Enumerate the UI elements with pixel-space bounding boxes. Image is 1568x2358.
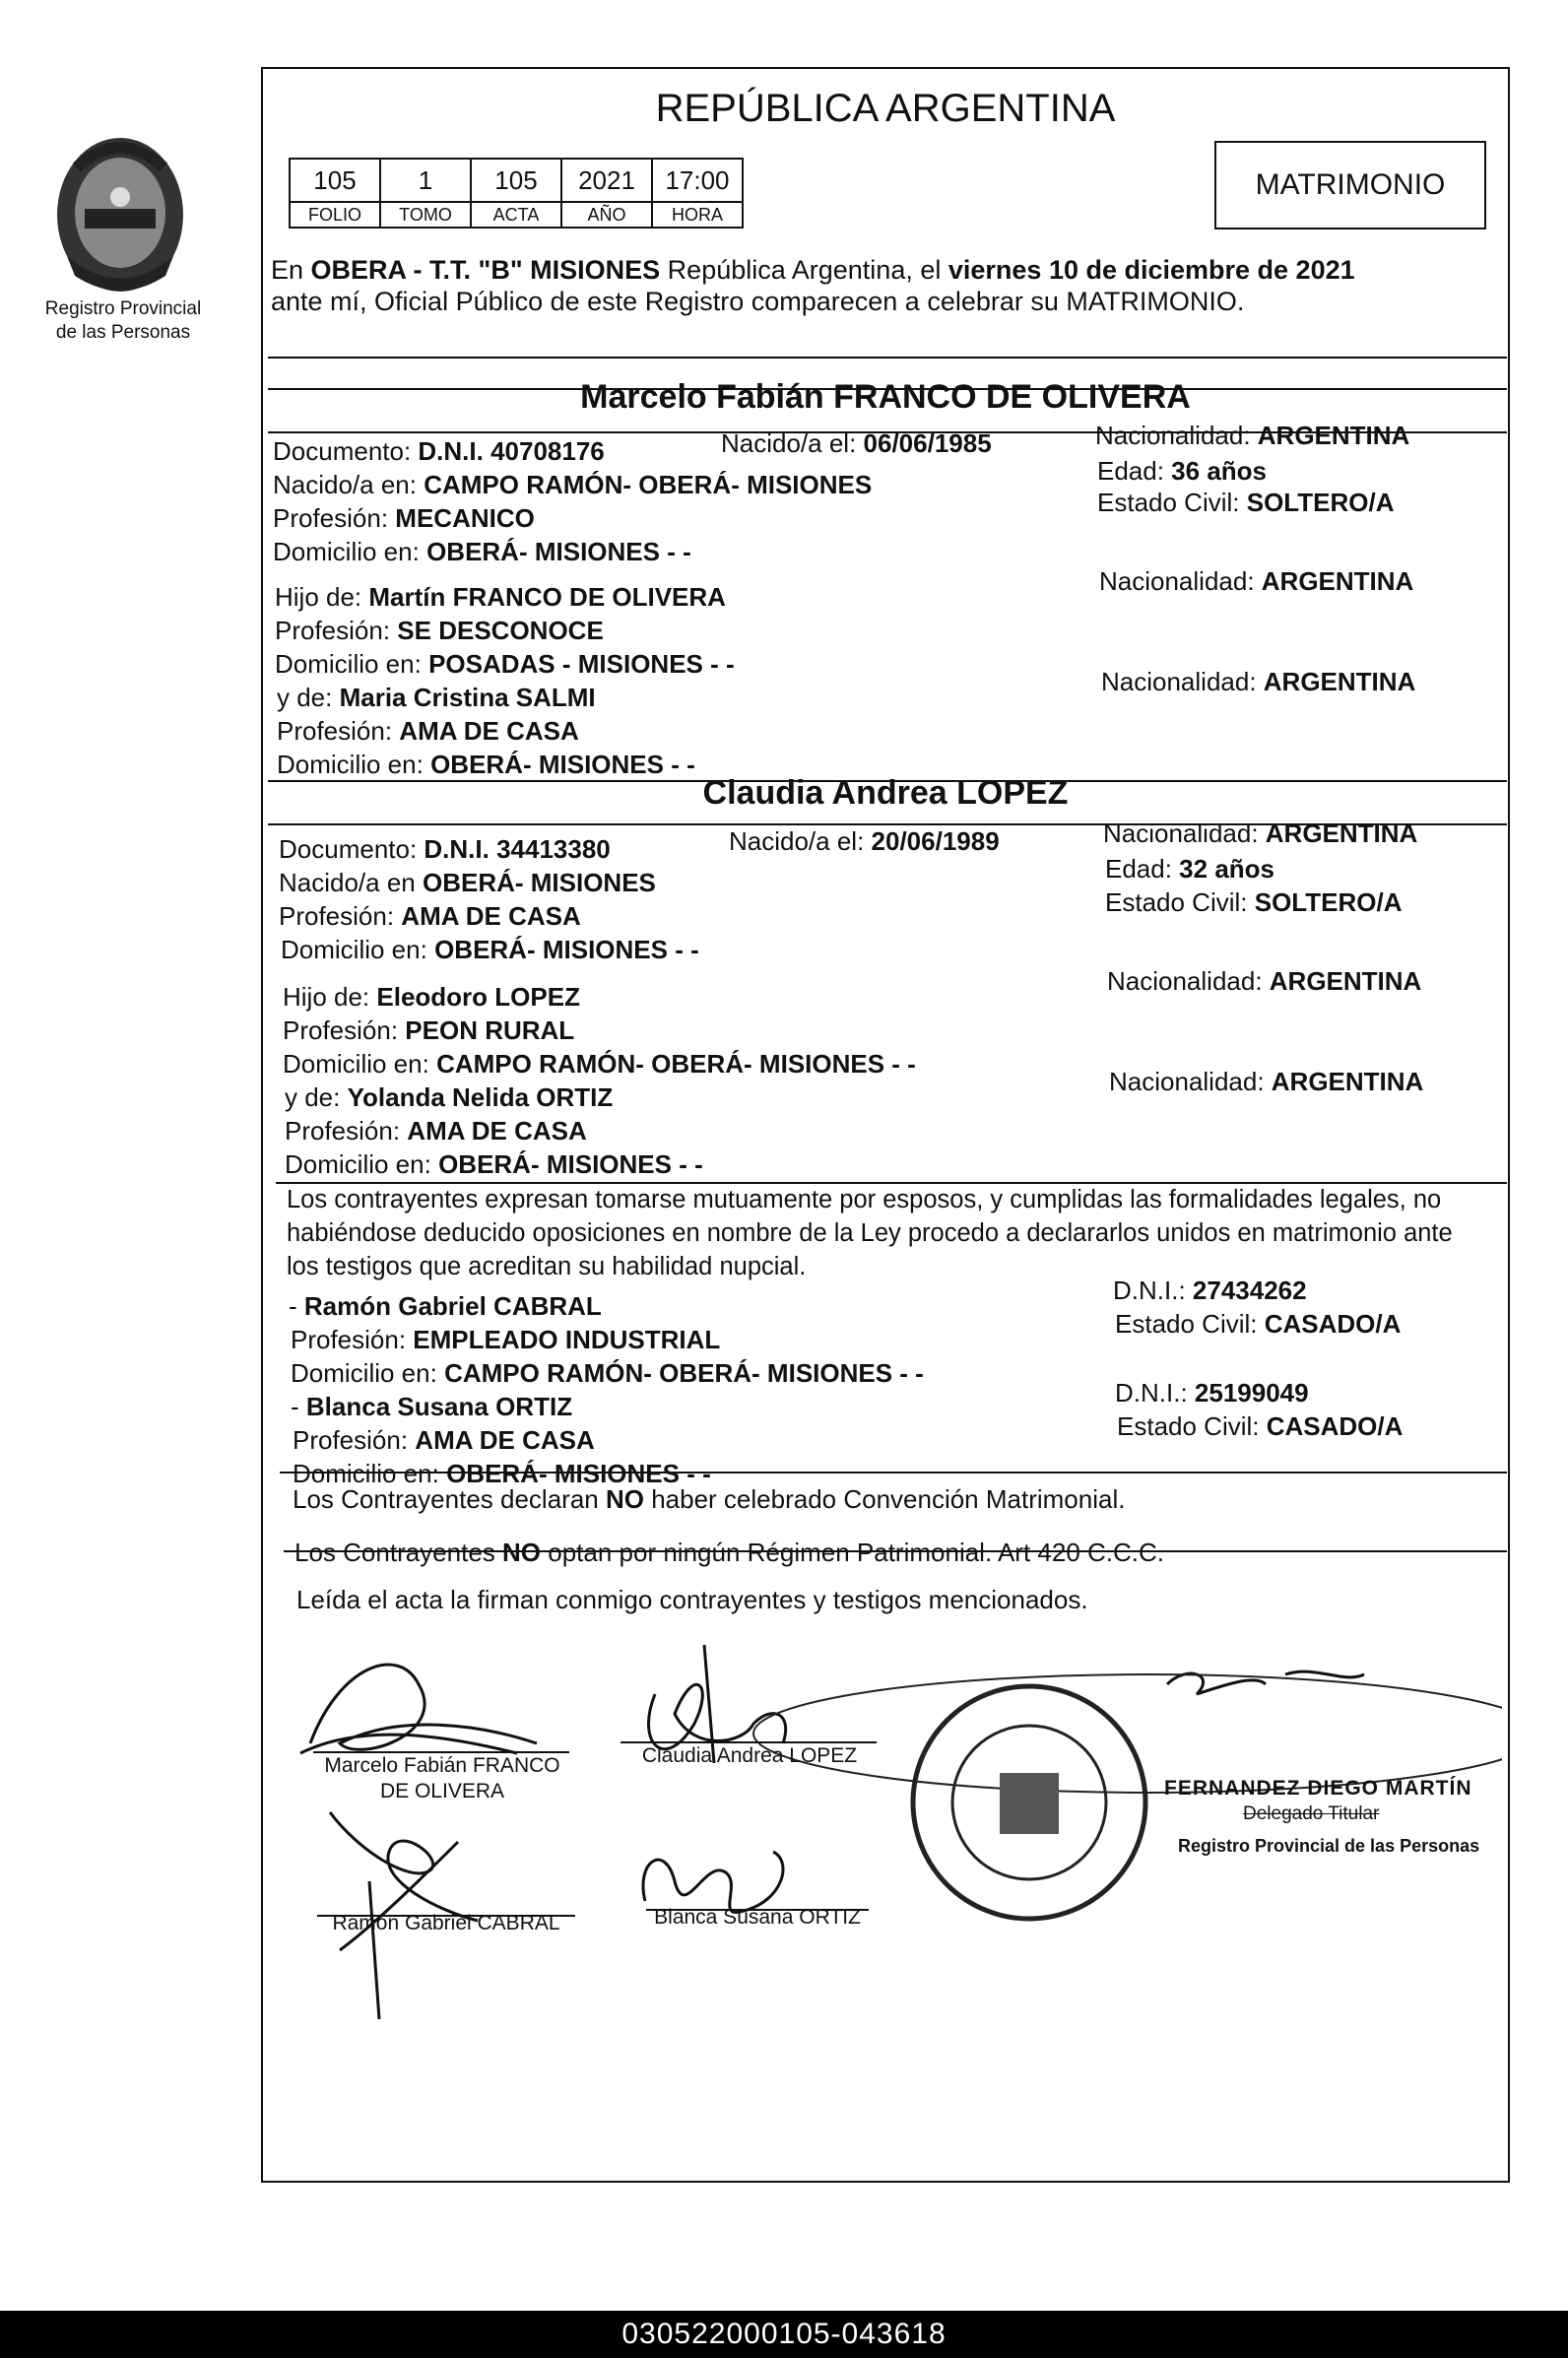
- label: Nacionalidad:: [1107, 966, 1270, 996]
- declaration-line-2: habiéndose deducido oposiciones en nombre de la Ley procedo a declararlos unidos en matrimonio ante: [287, 1219, 1453, 1247]
- value: CAMPO RAMÓN- OBERÁ- MISIONES - -: [436, 1049, 916, 1079]
- value: ARGENTINA: [1261, 566, 1414, 596]
- act-type-box: MATRIMONIO: [1214, 141, 1486, 229]
- divider: [268, 357, 1507, 359]
- groom-father-nacionalidad: [1099, 565, 1413, 597]
- value: CAMPO RAMÓN- OBERÁ- MISIONES - -: [444, 1358, 924, 1388]
- groom-father-domicilio: [275, 648, 735, 680]
- value: Eleodoro LOPEZ: [376, 982, 580, 1012]
- label: Edad:: [1105, 854, 1180, 884]
- document-code-bar: 030522000105-043618: [0, 2311, 1568, 2358]
- bride-father: [283, 981, 580, 1013]
- intro-text: En: [271, 255, 311, 285]
- label: Documento:: [279, 834, 425, 864]
- label: Domicilio en:: [285, 1149, 439, 1179]
- intro-line-1: [271, 254, 1355, 286]
- value: OBERÁ- MISIONES - -: [426, 537, 691, 566]
- witness-2-signature-label: Blanca Susana ORTIZ: [654, 1906, 861, 1929]
- bride-signature-label: Claudia Andrea LOPEZ: [641, 1744, 858, 1767]
- label: Domicilio en:: [281, 935, 435, 964]
- value: OBERÁ- MISIONES - -: [430, 750, 695, 779]
- bride-nacionalidad: [1103, 818, 1417, 849]
- groom-mother: [277, 682, 596, 713]
- divider: [280, 1472, 1507, 1474]
- witness-2-name: [291, 1391, 572, 1422]
- label: Estado Civil:: [1115, 1309, 1265, 1339]
- groom-profesion: [273, 502, 535, 534]
- label: Estado Civil:: [1097, 488, 1247, 517]
- label: Profesión:: [283, 1015, 406, 1045]
- hora-value: 17:00: [652, 159, 743, 202]
- label: Nacionalidad:: [1101, 667, 1264, 696]
- label: Nacionalidad:: [1103, 819, 1266, 848]
- witness-1-profesion: [291, 1324, 720, 1355]
- bride-profesion: [279, 900, 581, 932]
- provincia-de-misiones-seal-logo: [37, 128, 203, 300]
- witness-1-domicilio: [291, 1357, 924, 1389]
- groom-mother-profesion: [277, 715, 579, 747]
- officer-title: Delegado Titular: [1243, 1803, 1380, 1824]
- sig-text: DE OLIVERA: [379, 1780, 505, 1802]
- value: ARGENTINA: [1263, 667, 1416, 696]
- witness-1-estado-civil: [1115, 1308, 1401, 1340]
- groom-nacido-el: [721, 427, 992, 459]
- hora-label: HORA: [652, 202, 743, 228]
- groom-estado-civil: [1097, 487, 1394, 518]
- value: 32 años: [1179, 854, 1274, 884]
- bride-mother-domicilio: [285, 1148, 703, 1180]
- groom-name: Marcelo Fabián FRANCO DE OLIVERA: [580, 378, 1191, 416]
- logo-caption-line: de las Personas: [55, 322, 191, 343]
- groom-signature-label: [313, 1753, 571, 1804]
- label: Domicilio en:: [273, 537, 427, 566]
- groom-documento: [273, 435, 605, 467]
- prefix: -: [289, 1291, 304, 1321]
- label: Estado Civil:: [1105, 887, 1255, 917]
- witness-1-signature-label: Ramón Gabriel CABRAL: [332, 1912, 560, 1934]
- label: Profesión:: [291, 1325, 414, 1354]
- value: ARGENTINA: [1257, 421, 1410, 450]
- value: CASADO/A: [1266, 1411, 1404, 1441]
- convention-line-2: [294, 1537, 1164, 1568]
- label: Domicilio en:: [291, 1358, 445, 1388]
- acta-value: 105: [471, 159, 561, 202]
- groom-mother-nacionalidad: [1101, 666, 1415, 697]
- acta-label: ACTA: [471, 202, 561, 228]
- declaration-line-1: Los contrayentes expresan tomarse mutuamente por esposos, y cumplidas las formalidades legales, no: [287, 1186, 1442, 1213]
- bride-nacido-en: [279, 867, 656, 898]
- label: Hijo de:: [283, 982, 377, 1012]
- logo-caption: [20, 297, 227, 345]
- value: D.N.I. 34413380: [424, 834, 611, 864]
- value: AMA DE CASA: [401, 901, 581, 931]
- value: ARGENTINA: [1265, 819, 1418, 848]
- intro-place: OBERA - T.T. "B" MISIONES: [310, 255, 661, 285]
- anio-value: 2021: [561, 159, 652, 202]
- bride-father-domicilio: [283, 1048, 916, 1080]
- label: Estado Civil:: [1117, 1411, 1267, 1441]
- folio-value: 105: [290, 159, 380, 202]
- tomo-label: TOMO: [380, 202, 471, 228]
- officer-org: Registro Provincial de las Personas: [1178, 1836, 1480, 1856]
- value: Yolanda Nelida ORTIZ: [347, 1082, 614, 1112]
- value: ARGENTINA: [1271, 1067, 1424, 1096]
- value: EMPLEADO INDUSTRIAL: [413, 1325, 721, 1354]
- groom-father-profesion: [275, 615, 604, 646]
- groom-father: [275, 581, 726, 613]
- value: CASADO/A: [1264, 1309, 1402, 1339]
- value: AMA DE CASA: [407, 1116, 587, 1146]
- label: Domicilio en:: [275, 649, 429, 679]
- witness-2-estado-civil: [1117, 1410, 1403, 1442]
- text: Los Contrayentes: [294, 1538, 503, 1567]
- bride-mother-profesion: [285, 1115, 587, 1146]
- groom-domicilio: [273, 536, 691, 567]
- bride-domicilio: [281, 934, 699, 965]
- text: haber celebrado Convención Matrimonial.: [643, 1484, 1126, 1514]
- groom-nacido-en: [273, 469, 872, 500]
- label: Domicilio en:: [277, 750, 431, 779]
- label: Edad:: [1097, 456, 1172, 486]
- convention-line-1: [293, 1483, 1125, 1515]
- value: Blanca Susana ORTIZ: [305, 1392, 573, 1421]
- value: PEON RURAL: [405, 1015, 575, 1045]
- value: Ramón Gabriel CABRAL: [303, 1291, 602, 1321]
- label: Nacido/a en:: [273, 470, 425, 499]
- groom-edad: [1097, 455, 1267, 487]
- value: Maria Cristina SALMI: [339, 683, 596, 712]
- value: AMA DE CASA: [399, 716, 579, 746]
- label: Hijo de:: [275, 582, 369, 612]
- tomo-value: 1: [380, 159, 471, 202]
- value: AMA DE CASA: [415, 1425, 595, 1455]
- label: y de:: [277, 683, 340, 712]
- logo-caption-line: Registro Provincial: [44, 298, 202, 319]
- witness-1-name: [289, 1290, 602, 1322]
- text: optan por ningún Régimen Patrimonial. Art 420 C.C.C.: [541, 1538, 1165, 1567]
- witness-2-profesion: [293, 1424, 595, 1456]
- intro-line-2: ante mí, Oficial Público de este Registro comparecen a celebrar su MATRIMONIO.: [271, 287, 1245, 316]
- value: 20/06/1989: [871, 826, 1000, 856]
- witness-1-dni: [1113, 1275, 1307, 1306]
- bride-mother: [285, 1081, 613, 1113]
- value: OBERÁ- MISIONES - -: [446, 1459, 711, 1488]
- folio-label: FOLIO: [290, 202, 380, 228]
- label: Documento:: [273, 436, 419, 466]
- text-bold: NO: [605, 1484, 644, 1514]
- value: OBERÁ- MISIONES - -: [434, 935, 699, 964]
- label: Profesión:: [293, 1425, 416, 1455]
- label: Nacionalidad:: [1099, 566, 1262, 596]
- label: Nacido/a el:: [729, 826, 872, 856]
- anio-label: AÑO: [561, 202, 652, 228]
- prefix: -: [291, 1392, 306, 1421]
- label: Nacionalidad:: [1109, 1067, 1272, 1096]
- value: ARGENTINA: [1269, 966, 1422, 996]
- value: OBERÁ- MISIONES - -: [438, 1149, 703, 1179]
- value: SOLTERO/A: [1254, 887, 1403, 917]
- label: Nacido/a en: [279, 868, 423, 897]
- bride-mother-nacionalidad: [1109, 1066, 1423, 1097]
- label: Nacido/a el:: [721, 428, 864, 458]
- label: Domicilio en:: [293, 1459, 447, 1488]
- label: Profesión:: [273, 503, 396, 533]
- text-bold: NO: [502, 1538, 542, 1567]
- value: 27434262: [1192, 1276, 1307, 1305]
- value: 25199049: [1194, 1378, 1309, 1408]
- label: Nacionalidad:: [1095, 421, 1258, 450]
- value: CAMPO RAMÓN- OBERÁ- MISIONES: [424, 470, 873, 499]
- label: Domicilio en:: [283, 1049, 437, 1079]
- declaration-line-3: los testigos que acreditan su habilidad nupcial.: [287, 1253, 807, 1280]
- label: Profesión:: [279, 901, 402, 931]
- label: Profesión:: [275, 616, 398, 645]
- officer-name: FERNANDEZ DIEGO MARTÍN: [1164, 1777, 1472, 1800]
- bride-father-profesion: [283, 1015, 574, 1046]
- value: SE DESCONOCE: [397, 616, 604, 645]
- label: Profesión:: [277, 716, 400, 746]
- value: 36 años: [1171, 456, 1267, 486]
- intro-date: viernes 10 de diciembre de 2021: [947, 255, 1355, 285]
- document-title: REPÚBLICA ARGENTINA: [655, 87, 1116, 130]
- value: OBERÁ- MISIONES: [422, 868, 656, 897]
- witness-2-dni: [1115, 1377, 1309, 1408]
- text: Los Contrayentes declaran: [293, 1484, 606, 1514]
- closing-statement: Leída el acta la firman conmigo contrayentes y testigos mencionados.: [296, 1585, 1088, 1614]
- value: D.N.I. 40708176: [418, 436, 605, 466]
- bride-nacido-el: [729, 825, 1000, 857]
- label: D.N.I.:: [1113, 1276, 1193, 1305]
- value: SOLTERO/A: [1246, 488, 1395, 517]
- divider: [284, 1550, 1507, 1552]
- label: Profesión:: [285, 1116, 408, 1146]
- label: y de:: [285, 1082, 348, 1112]
- label: D.N.I.:: [1115, 1378, 1195, 1408]
- value: 06/06/1985: [863, 428, 992, 458]
- intro-text: República Argentina, el: [660, 255, 948, 285]
- value: MECANICO: [395, 503, 535, 533]
- sig-text: Marcelo Fabián FRANCO: [324, 1754, 560, 1777]
- value: Martín FRANCO DE OLIVERA: [368, 582, 726, 612]
- registry-table: [289, 158, 744, 229]
- bride-estado-civil: [1105, 886, 1402, 918]
- bride-father-nacionalidad: [1107, 965, 1421, 997]
- value: POSADAS - MISIONES - -: [428, 649, 735, 679]
- bride-edad: [1105, 853, 1274, 884]
- bride-name: Claudia Andrea LOPEZ: [702, 774, 1069, 812]
- bride-documento: [279, 833, 611, 865]
- groom-nacionalidad: [1095, 420, 1409, 451]
